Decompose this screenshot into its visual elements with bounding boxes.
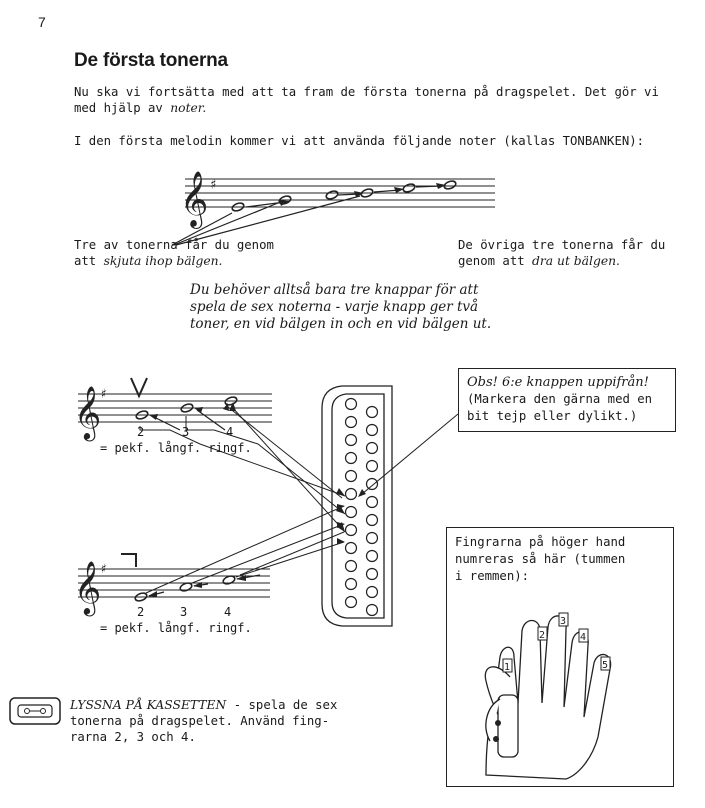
finger-number-1: 1	[504, 662, 511, 673]
obs-line-2: (Markera den gärna med en	[467, 392, 653, 406]
hand-illustration	[446, 527, 674, 787]
push-bellows-icon	[131, 378, 147, 396]
accordion-buttons	[346, 399, 378, 616]
bottom-finger-names: = pekf. långf. ringf.	[100, 621, 252, 635]
handwritten-line-3: toner, en vid bälgen in och en vid bälgen ut.	[190, 316, 492, 332]
cassette-line-1	[70, 697, 337, 713]
pull-caption-line-1: De övriga tre tonerna får du	[458, 238, 666, 252]
push-caption-italic: skjuta ihop bälgen.	[103, 254, 223, 268]
bottom-finger-4: 4	[224, 605, 232, 619]
page-number: 7	[38, 14, 46, 30]
bottom-finger-2: 2	[137, 605, 145, 619]
top-finger-3: 3	[182, 425, 190, 439]
svg-text:𝄞: 𝄞	[74, 385, 102, 439]
top-finger-4: 4	[226, 425, 234, 439]
svg-text:𝄞: 𝄞	[74, 560, 102, 614]
intro-line-2	[74, 100, 206, 116]
finger-box-line-3: i remmen):	[455, 569, 530, 583]
push-caption-prefix: att	[74, 254, 104, 268]
pull-caption-prefix: genom att	[458, 254, 533, 268]
handwritten-line-2: spela de sex noterna - varje knapp ger två	[190, 299, 479, 315]
sharp-icon: ♯	[100, 387, 108, 402]
note-3	[325, 190, 339, 201]
cassette-icon	[8, 696, 64, 728]
pull-bellows-icon	[121, 554, 136, 567]
intro-line-2-italic: noter.	[170, 101, 207, 115]
pull-caption-italic: dra ut bälgen.	[532, 254, 620, 268]
finger-box-line-2: numreras så här (tummen	[455, 552, 626, 566]
page-title: De första tonerna	[74, 50, 228, 71]
cassette-line-2: tonerna på dragspelet. Använd fing-	[70, 714, 330, 728]
obs-line-3: bit tejp eller dylikt.)	[467, 409, 638, 423]
push-caption-line-1: Tre av tonerna får du genom	[74, 238, 274, 252]
push-caption-line-2	[74, 253, 222, 269]
handwritten-line-1: Du behöver alltså bara tre knappar för att	[190, 282, 479, 298]
note-5	[402, 183, 416, 194]
tonbank-sentence: I den första melodin kommer vi att använda följande noter (kallas TONBANKEN):	[74, 134, 645, 148]
svg-text:𝄞: 𝄞	[180, 171, 209, 227]
obs-line-1: Obs! 6:e knappen uppifrån!	[467, 375, 649, 390]
finger-number-2: 2	[539, 630, 546, 641]
sharp-icon: ♯	[209, 177, 218, 193]
sharp-icon: ♯	[100, 562, 108, 577]
cassette-label: LYSSNA PÅ KASSETTEN	[70, 698, 227, 712]
pull-caption-line-2	[458, 253, 620, 269]
finger-number-3: 3	[560, 616, 567, 627]
finger-number-4: 4	[580, 632, 587, 643]
top-finger-2: 2	[137, 425, 145, 439]
top-finger-names: = pekf. långf. ringf.	[100, 441, 252, 455]
finger-box-line-1: Fingrarna på höger hand	[455, 535, 626, 549]
handwritten-note	[190, 282, 491, 333]
intro-line-2-prefix: med hjälp av	[74, 101, 171, 115]
finger-number-5: 5	[602, 660, 609, 671]
obs-box	[458, 368, 676, 432]
cassette-line-1-rest: - spela de sex	[226, 698, 338, 712]
treble-clef-icon	[180, 171, 208, 229]
bottom-finger-3: 3	[180, 605, 188, 619]
intro-line-1: Nu ska vi fortsätta med att ta fram de första tonerna på dragspelet. Det gör vi	[74, 85, 659, 99]
cassette-line-3: rarna 2, 3 och 4.	[70, 730, 196, 744]
